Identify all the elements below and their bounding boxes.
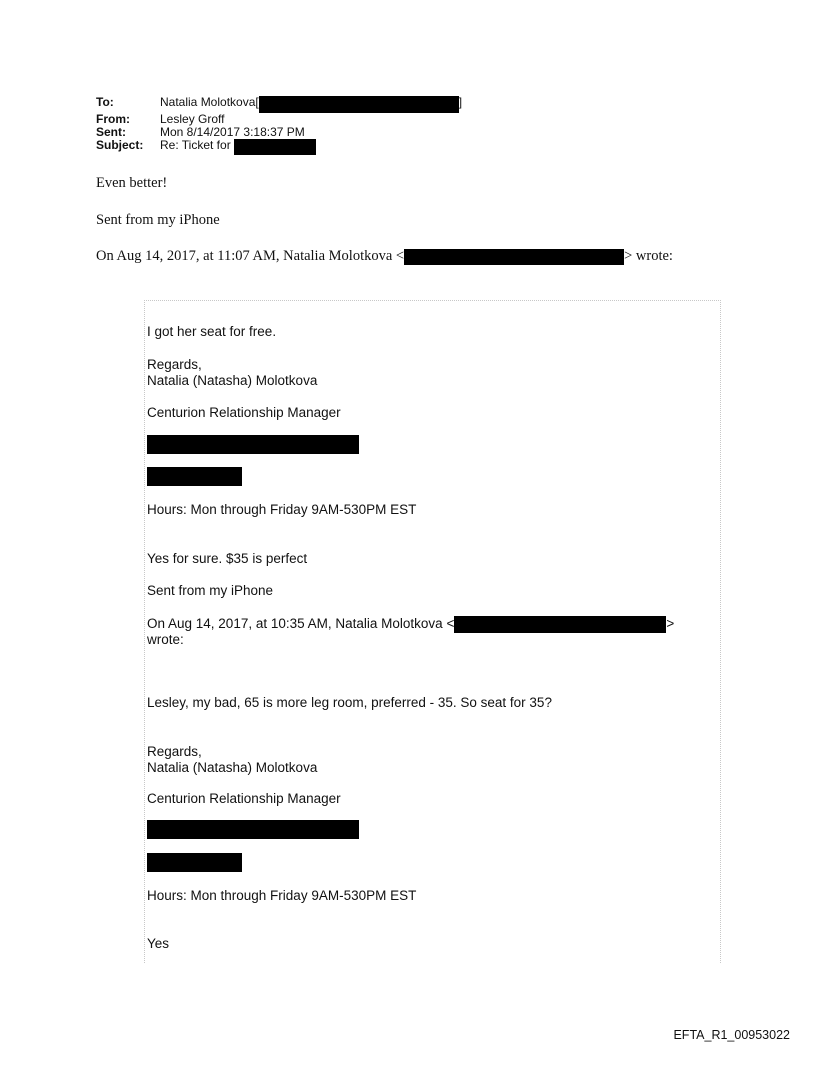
quote-intro-2 (147, 616, 674, 633)
quoted-msg-3: Lesley, my bad, 65 is more leg room, preferred - 35. So seat for 35? (147, 695, 552, 710)
subject-value: Re: Ticket for (160, 138, 231, 152)
from-label: From: (96, 112, 130, 126)
to-value: Natalia Molotkova[ (160, 95, 259, 109)
reply-signature: Sent from my iPhone (96, 212, 220, 228)
redaction-box (259, 96, 459, 113)
quoted-msg-1: I got her seat for free. (147, 324, 277, 339)
sender-title-2: Centurion Relationship Manager (147, 791, 341, 806)
quoted-msg-2: Yes for sure. $35 is perfect (147, 551, 308, 566)
intro2-pre: On Aug 14, 2017, at 10:35 AM, Natalia Molotkova < (147, 616, 455, 632)
sender-name: Natalia (Natasha) Molotkova (147, 373, 318, 388)
sender-title: Centurion Relationship Manager (147, 405, 341, 420)
redaction-box (147, 853, 242, 872)
redaction-box (147, 435, 359, 454)
redaction-box (234, 139, 316, 155)
quote-intro-post: > wrote: (624, 248, 673, 264)
from-value: Lesley Groff (160, 112, 225, 126)
regards-2: Regards, (147, 744, 202, 759)
email-header (96, 96, 462, 155)
document-id: EFTA_R1_00953022 (673, 1028, 790, 1042)
subject-row (96, 139, 462, 155)
quoted-signature: Sent from my iPhone (147, 583, 274, 598)
quoted-msg-4: Yes (147, 936, 170, 951)
hours-2: Hours: Mon through Friday 9AM-530PM EST (147, 888, 417, 903)
intro2-close: > (666, 616, 675, 632)
redaction-box (454, 616, 666, 633)
reply-body: Even better! (96, 175, 168, 191)
redaction-box (147, 820, 359, 839)
hours: Hours: Mon through Friday 9AM-530PM EST (147, 502, 417, 517)
redaction-box (404, 249, 624, 265)
sent-row (96, 126, 462, 139)
sent-value: Mon 8/14/2017 3:18:37 PM (160, 125, 305, 139)
quote-intro (96, 248, 673, 265)
sent-label: Sent: (96, 125, 126, 139)
sender-name-2: Natalia (Natasha) Molotkova (147, 760, 318, 775)
regards: Regards, (147, 357, 202, 372)
intro2-wrote: wrote: (147, 632, 184, 647)
redaction-box (147, 467, 242, 486)
subject-label: Subject: (96, 138, 144, 152)
to-row (96, 96, 462, 113)
quoted-message (144, 300, 721, 963)
quote-intro-pre: On Aug 14, 2017, at 11:07 AM, Natalia Molotkova < (96, 248, 405, 264)
to-close: ] (458, 95, 463, 109)
to-label: To: (96, 95, 114, 109)
